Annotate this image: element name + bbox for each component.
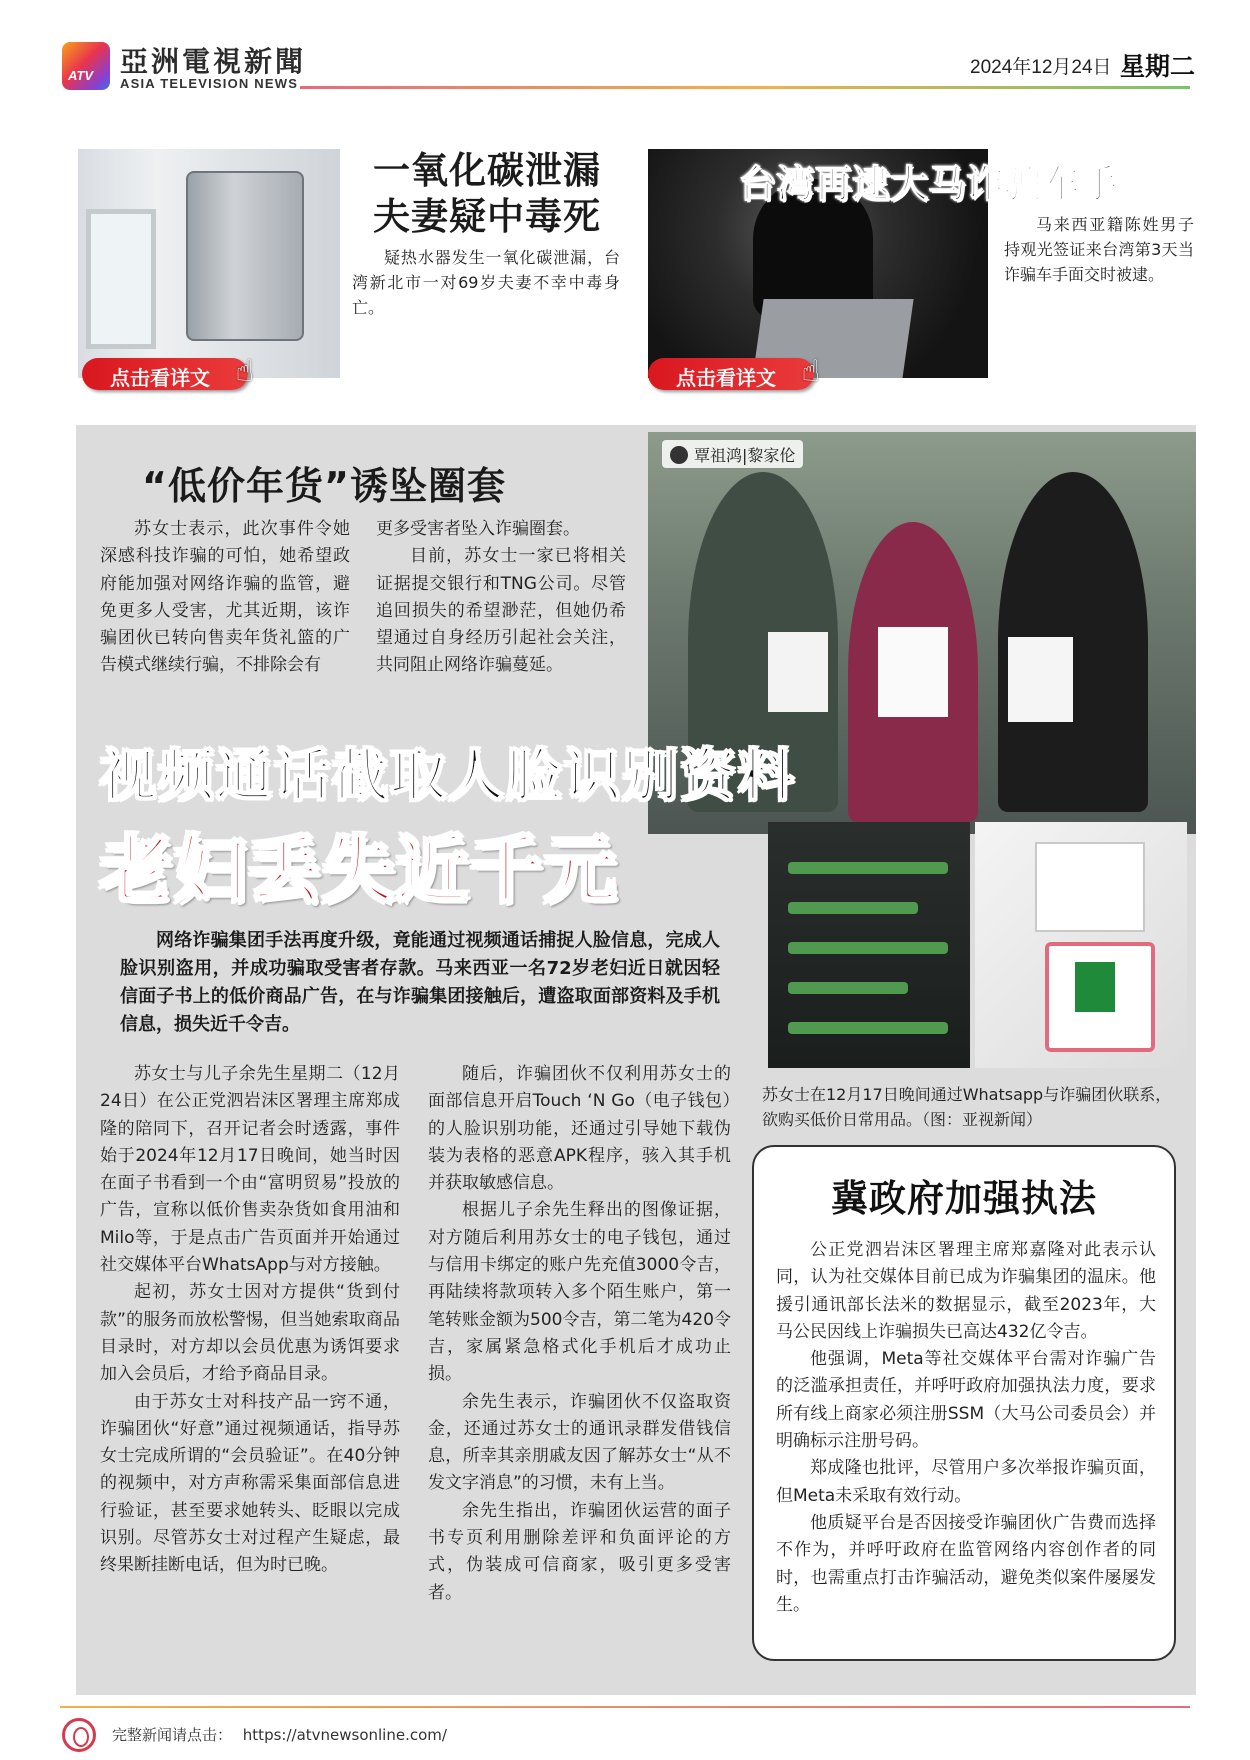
footer-divider xyxy=(60,1706,1190,1708)
body-col2-paragraph: 根据儿子余先生释出的图像证据，对方随后利用苏女士的电子钱包，通过与信用卡绑定的账户先充值3000令吉，再陆续将款项转入多个陌生账户，第一笔转账金额为500令吉，第二笔为420令吉，家属紧急格式化手机后才成功止损。 xyxy=(428,1200,731,1385)
sub-column-1 xyxy=(100,516,350,680)
sidebar-column xyxy=(776,1237,1156,1619)
co-story-summary: 疑热水器发生一氧化碳泄漏，台湾新北市一对69岁夫妻不幸中毒身亡。 xyxy=(352,248,620,317)
site-logo xyxy=(62,40,312,92)
main-headline-line2: 老妇丢失近千元 xyxy=(100,828,619,912)
co-title-line2: 夫妻疑中毒死 xyxy=(373,195,601,238)
sub-column-2 xyxy=(376,516,626,680)
video-play-icon xyxy=(670,446,688,464)
sidebar-paragraph: 他质疑平台是否因接受诈骗团伙广告费而选择不作为，并呼吁政府在监管网络内容创作者的同时，也需重点打击诈骗活动，避免类似案件屡屡发生。 xyxy=(776,1512,1156,1615)
detail-button-label: 点击看详文 xyxy=(110,366,210,390)
pointer-hand-icon: ☝ xyxy=(235,354,254,389)
footer-url[interactable]: https://atvnewsonline.com/ xyxy=(242,1726,447,1744)
footer-label: 完整新闻请点击： xyxy=(112,1726,233,1744)
sidebar-paragraph: 公正党泗岩沫区署理主席郑嘉隆对此表示认同，认为社交媒体目前已成为诈骗集团的温床。他援引通讯部长法米的数据显示，截至2023年，大马公民因线上诈骗损失已高达432亿令吉。 xyxy=(776,1240,1156,1342)
body-col1-paragraph: 起初，苏女士因对方提供“货到付款”的服务而放松警惕，但当她索取商品目录时，对方却以会员优惠为诱饵要求加入会员后，才给予商品目录。 xyxy=(100,1282,400,1385)
taiwan-story-summary: 马来西亚籍陈姓男子持观光签证来台湾第3天当诈骗车手面交时被逮。 xyxy=(1004,215,1194,284)
co-story-title[interactable] xyxy=(352,148,622,240)
body-col2-paragraph: 随后，诈骗团伙不仅利用苏女士的面部信息开启Touch ‘N Go（电子钱包）的人脸识别功能，还通过引导她下载伪装为表格的恶意APK程序，骇入其手机并获取敏感信息。 xyxy=(428,1064,731,1194)
pointer-hand-icon: ☝ xyxy=(801,354,820,389)
body-col1-paragraph: 由于苏女士对科技产品一窍不通，诈骗团伙“好意”通过视频通话，指导苏女士完成所谓的“会员验证”。在40分钟的视频中，对方声称需采集面部信息进行验证，甚至要求她转头、眨眼以完成识别。尽管苏女士对过程产生疑虑，最终果断挂断电话，但为时已晚。 xyxy=(100,1391,400,1576)
body-col1-paragraph: 苏女士与儿子余先生星期二（12月24日）在公正党泗岩沫区署理主席郑成隆的陪同下，召开记者会时透露，事件始于2024年12月17日晚间，她当时因在面子书看到一个由“富明贸易”投放的广告，宣称以低价售卖杂货如食用油和Milo等，于是点击广告页面并开始通过社交媒体平台WhatsApp与对方接触。 xyxy=(100,1064,400,1276)
sidebar-paragraph: 他强调，Meta等社交媒体平台需对诈骗广告的泛滥承担责任，并呼吁政府加强执法力度，要求所有线上商家必须注册SSM（大马公司委员会）并明确标示注册号码。 xyxy=(776,1349,1156,1452)
sub-col1-paragraph: 苏女士表示，此次事件令她深感科技诈骗的可怕，她希望政府能加强对网络诈骗的监管，避免更多人受害，尤其近期，该诈骗团伙已转向售卖年货礼篮的广告模式继续行骗，不排除会有 xyxy=(100,519,350,676)
photo-caption: 苏女士在12月17日晚间通过Whatsapp与诈骗团伙联系，欲购买低价日常用品。（图：亚视新闻） xyxy=(762,1085,1172,1129)
body-col2-paragraph: 余先生指出，诈骗团伙运营的面子书专页利用删除差评和负面评论的方式，伪装成可信商家，吸引更多受害者。 xyxy=(428,1500,731,1603)
detail-button-label: 点击看详文 xyxy=(676,366,776,390)
body-col2-paragraph: 余先生表示，诈骗团伙不仅盗取资金，还通过苏女士的通讯录群发借钱信息，所幸其亲朋戚友因了解苏女士“从不发文字消息”的习惯，未有上当。 xyxy=(428,1391,731,1494)
logo-mark-text: ATV xyxy=(68,68,94,83)
main-headline-line1: 视频通话截取人脸识别资料 xyxy=(100,744,796,809)
issue-weekday: 星期二 xyxy=(1120,52,1196,81)
sidebar-title: 冀政府加强执法 xyxy=(831,1177,1097,1220)
photo-credit xyxy=(662,440,803,468)
body-column-1 xyxy=(100,1061,400,1580)
sidebar-paragraph: 郑成隆也批评，尽管用户多次举报诈骗页面，但Meta未采取有效行动。 xyxy=(776,1458,1156,1506)
body-column-2 xyxy=(428,1061,731,1607)
product-catalog-photo xyxy=(975,822,1187,1068)
sub-col2-paragraph-2: 目前，苏女士一家已将相关证据提交银行和TNG公司。尽管追回损失的希望渺茫，但她仍希望通过自身经历引起社会关注，共同阻止网络诈骗蔓延。 xyxy=(376,546,626,676)
logo-english-name: ASIA TELEVISION NEWS xyxy=(120,76,299,91)
co-title-line1: 一氧化碳泄漏 xyxy=(373,149,601,192)
subsection-title: “低价年货”诱坠圈套 xyxy=(142,464,506,508)
globe-icon xyxy=(62,1718,96,1752)
atv-logo-icon xyxy=(62,42,110,90)
logo-chinese-name: 亞洲電視新聞 xyxy=(120,45,307,78)
header-divider xyxy=(300,86,1190,89)
footer-link[interactable] xyxy=(112,1724,447,1745)
sub-col2-paragraph-1: 更多受害者坠入诈骗圈套。 xyxy=(376,519,580,539)
taiwan-story-title[interactable]: 台湾再逮大马诈骗车手 xyxy=(738,162,1119,206)
lead-paragraph: 网络诈骗集团手法再度升级，竟能通过视频通话捕捉人脸信息，完成人脸识别盗用，并成功骗取受害者存款。马来西亚一名72岁老妇近日就因轻信面子书上的低价商品广告，在与诈骗集团接触后，遭盗取面部资料及手机信息，损失近千令吉。 xyxy=(120,930,720,1035)
taiwan-story-detail-button[interactable] xyxy=(648,354,820,390)
photo-credit-text: 覃祖鸿|黎家伦 xyxy=(694,446,796,465)
issue-date: 2024年12月24日 xyxy=(970,57,1112,78)
water-heater-photo xyxy=(78,149,340,378)
co-story-detail-button[interactable] xyxy=(82,354,254,390)
